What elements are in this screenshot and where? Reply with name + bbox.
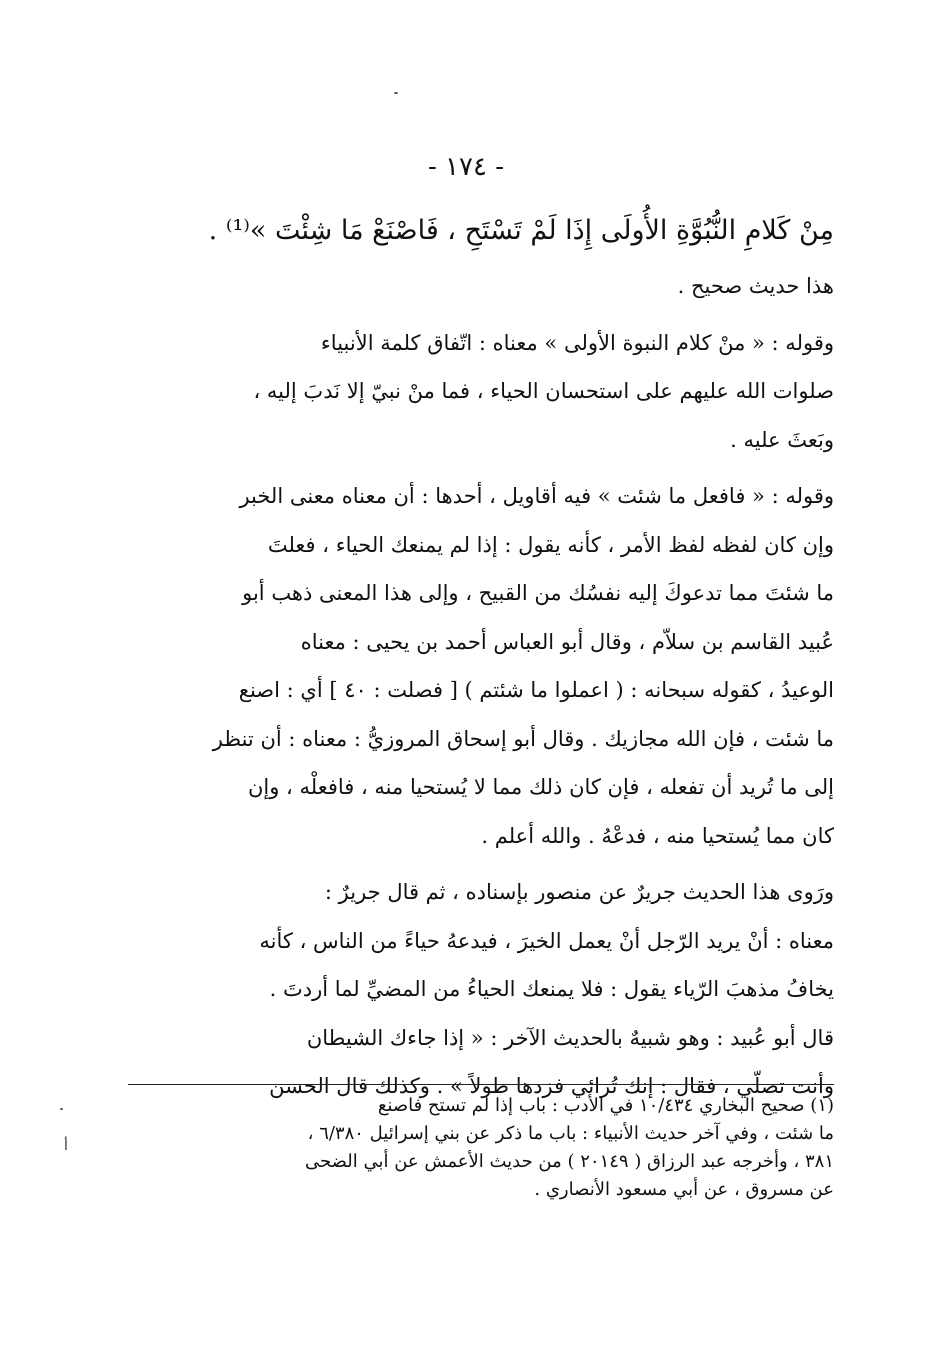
body-text-line: وقوله : « منْ كلام النبوة الأولى » معناه : اتّفاق كلمة الأنبياء (320, 330, 834, 355)
footnote-line: (١) صحيح البخاري ١٠/٤٣٤ في الأدب : باب إذا لم تستح فاصنع (377, 1095, 834, 1116)
body-text-line: عُبيد القاسم بن سلاّم ، وقال أبو العباس أحمد بن يحيى : معناه (300, 629, 834, 654)
margin-mark: أ (64, 1138, 68, 1154)
page-number: - ١٧٤ - (427, 152, 505, 182)
footnote-divider (128, 1084, 834, 1085)
body-text-line: الوعيدُ ، كقوله سبحانه : ( اعملوا ما شئتم ) [ فصلت : ٤٠ ] أي : اصنع (238, 678, 834, 702)
scan-speck (60, 1108, 63, 1110)
footnote-line: عن مسروق ، عن أبي مسعود الأنصاري . (534, 1179, 834, 1200)
body-text-line: هذا حديث صحيح . (677, 274, 834, 298)
body-text-line: صلوات الله عليهم على استحسان الحياء ، فما منْ نبيّ إلا نَدبَ إليه ، (253, 379, 834, 403)
body-text-line: ما شئتَ مما تدعوكَ إليه نفسُك من القبيح ، وإلى هذا المعنى ذهب أبو (242, 581, 834, 605)
body-text-line: وأنت تصلّي ، فقال : إنك تُرائي فزدها طولاً » . وكذلك قال الحسن (269, 1074, 834, 1098)
footnote-line: ٣٨١ ، وأخرجه عبد الرزاق ( ٢٠١٤٩ ) من حديث الأعمش عن أبي الضحى (305, 1151, 834, 1172)
footnotes (128, 1092, 834, 1204)
paragraph-gap (118, 464, 834, 472)
body-text (118, 200, 834, 1111)
body-text-line: ما شئت ، فإن الله مجازيك . وقال أبو إسحاق المروزيُّ : معناه : أن تنظر (212, 726, 834, 751)
footnote-line: ما شئت ، وفي آخر حديث الأنبياء : باب ما ذكر عن بني إسرائيل ٦/٣٨٠ ، (307, 1123, 834, 1144)
paragraph-gap (118, 311, 834, 319)
body-text-line: ورَوى هذا الحديث جريرٌ عن منصور بإسناده ، ثم قال جريرٌ : (324, 880, 834, 904)
body-text-line: إلى ما تُريد أن تفعله ، فإن كان ذلك مما لا يُستحيا منه ، فافعلْه ، وإن (247, 775, 834, 799)
body-text-line: يخافُ مذهبَ الرّياء يقول : فلا يمنعك الحياءُ من المضيِّ لما أردتَ . (269, 977, 834, 1001)
scan-speck (394, 92, 398, 94)
body-text-line: وبَعثَ عليه . (730, 427, 834, 452)
body-text-line: معناه : أنْ يريد الرّجل أنْ يعمل الخيرَ ، فيدعهُ حياءً من الناس ، كأنه (259, 928, 834, 953)
body-text-line: كان مما يُستحيا منه ، فدعْهُ . والله أعلم . (481, 823, 834, 848)
hadith-text-line: مِنْ كَلامِ النُّبُوَّةِ الأُولَى إِذَا لَمْ تَسْتَحِ ، فَاصْنَعْ مَا شِئْتَ »⁽¹⁾ . (208, 215, 834, 246)
body-text-line: وقوله : « فافعل ما شئت » فيه أقاويل ، أحدها : أن معناه معنى الخبر (239, 484, 834, 508)
body-text-line: قال أبو عُبيد : وهو شبيهٌ بالحديث الآخر : « إذا جاءك الشيطان (306, 1025, 834, 1050)
paragraph-gap (118, 860, 834, 868)
body-text-line: وإن كان لفظه لفظ الأمر ، كأنه يقول : إذا لم يمنعك الحياء ، فعلتَ (267, 532, 834, 557)
